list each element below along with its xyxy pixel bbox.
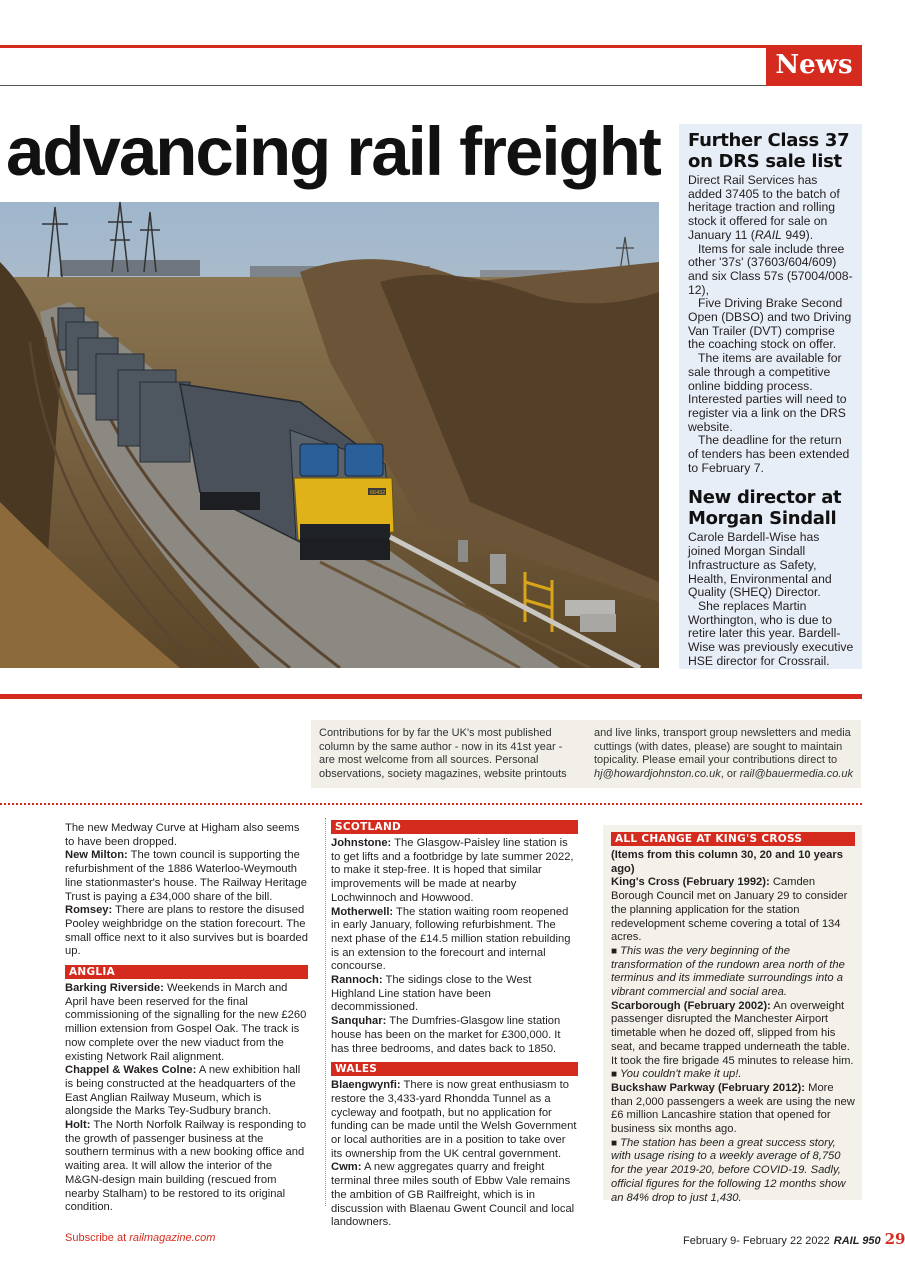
- cwm-label: Cwm:: [331, 1161, 362, 1174]
- class37-p5: The deadline for the return of tenders has been extended to February 7.: [688, 433, 850, 475]
- scarborough-note: [611, 1068, 855, 1082]
- kx-label: King's Cross (February 1992):: [611, 876, 770, 889]
- johnstone-label: Johnstone:: [331, 837, 392, 849]
- motherwell-item: [331, 906, 578, 975]
- scarborough-text: An overweight passenger disrupted the Manchester Airport timetable when he dozed off, slipped from his seat, and became trapped underneath the table. It took the fire brigade 45 minutes to release him.: [611, 999, 854, 1067]
- sanquhar-label: Sanquhar:: [331, 1015, 387, 1028]
- train-photo: [0, 202, 659, 668]
- contributions-box: [311, 720, 861, 788]
- class37-p1-end: 949).: [781, 227, 814, 242]
- barking-text: Weekends in March and April have been reserved for the final commissioning of the signalling for the new £260 million extension from Gospel Oak. The track is now complete over the new viaduct from the existing Network Rail alignment.: [65, 982, 307, 1063]
- blaengwynfi-item: [331, 1079, 578, 1161]
- rail-mag-ref: RAIL: [754, 227, 782, 242]
- square-bullet-icon: ■: [611, 945, 618, 957]
- section-tab: News: [766, 45, 862, 86]
- medway-item: The new Medway Curve at Higham also seems to have been dropped.: [65, 822, 300, 848]
- section-head-kings-cross: ALL CHANGE AT KING'S CROSS: [611, 832, 855, 846]
- email-link-1[interactable]: hj@howardjohnston.co.uk: [594, 768, 721, 781]
- barking-label: Barking Riverside:: [65, 982, 164, 995]
- chappel-text: A new exhibition hall is being constructed at the headquarters of the East Anglian Railway Museum, which is alongside the Marks Tey-Sudbury branch.: [65, 1064, 301, 1118]
- johnstone-text: The Glasgow-Paisley line station is to get lifts and a footbridge by late summer 2022, to make it step-free. It is hoped that similar improvements will be made at nearby Lochwinnoch and Howwood.: [331, 837, 574, 904]
- barking-item: [65, 982, 308, 1064]
- mid-rule: [0, 694, 862, 699]
- cwm-text: A new aggregates quarry and freight terminal three miles south of Ebbw Vale remains the ambition of GB Railfreight, which is in discussion with Blaenau Gwent Council and local landowners.: [331, 1161, 575, 1229]
- rannoch-text: The sidings close to the West Highland Line station have been decommissioned.: [331, 974, 532, 1014]
- square-bullet-icon: ■: [611, 1137, 618, 1149]
- story-title-morgan-sindall: New director at Morgan Sindall: [688, 487, 842, 530]
- issue-dates: February 9- February 22 2022: [683, 1235, 830, 1247]
- buckshaw-item: [611, 1082, 855, 1137]
- motherwell-text: The station waiting room reopened in early January, following refurbishment. The next phase of the £14.5 million station rebuilding is an extension to the forecourt and internal concourse.: [331, 905, 571, 973]
- buckshaw-note: [611, 1137, 855, 1206]
- chappel-label: Chappel & Wakes Colne:: [65, 1064, 197, 1077]
- kx-note-text: This was the very beginning of the transformation of the rundown area north of the terminus and its immediate surroundings into a vibrant commercial and social area.: [611, 944, 845, 999]
- rannoch-label: Rannoch:: [331, 974, 383, 987]
- page-number: 29: [884, 1230, 905, 1248]
- column-2: [331, 820, 578, 1230]
- buckshaw-label: Buckshaw Parkway (February 2012):: [611, 1081, 806, 1094]
- holt-label: Holt:: [65, 1119, 91, 1132]
- holt-item: [65, 1119, 308, 1215]
- holt-text: The North Norfolk Railway is responding to the growth of passenger business at the southern terminus with a new booking office and waiting area. It will allow the interior of the M&GN-design main building (rescued from nearby Stalham) to be restored to its original condition.: [65, 1119, 307, 1214]
- kx-note: [611, 945, 855, 1000]
- section-head-wales: WALES: [331, 1062, 578, 1076]
- romsey-text: There are plans to restore the disused Pooley weighbridge on the station forecourt. The small office next to it also survives but is boarded up.: [65, 904, 308, 958]
- header-bottom-rule: [0, 85, 862, 86]
- header-top-rule: [0, 45, 862, 48]
- cwm-item: [331, 1161, 578, 1230]
- headline: advancing rail freight: [6, 113, 660, 190]
- footer-subscribe: [65, 1232, 215, 1244]
- scarborough-label: Scarborough (February 2002):: [611, 999, 771, 1012]
- column-1: [65, 822, 308, 1215]
- kings-cross-subhead: (Items from this column 30, 20 and 10 years ago): [611, 849, 843, 875]
- new-milton-label: New Milton:: [65, 849, 128, 862]
- morgan-p2: She replaces Martin Worthington, who is due to retire later this year. Bardell-Wise was previously executive HSE director for Crossrail.: [688, 598, 854, 668]
- dotted-divider: [0, 803, 862, 805]
- story-title-class37: Further Class 37 on DRS sale list: [688, 130, 850, 172]
- motherwell-label: Motherwell:: [331, 905, 394, 918]
- story-body-class37: [688, 174, 854, 475]
- new-milton-item: [65, 849, 308, 904]
- footer-folio: [683, 1230, 905, 1248]
- contrib-col2: [594, 727, 856, 782]
- loco-number: 66432: [370, 490, 386, 496]
- contrib-or: , or: [720, 768, 740, 781]
- kx-item: [611, 876, 855, 945]
- contrib-text: and live links, transport group newsletters and media cuttings (with dates, please) are sought to maintain topicality. Please email your contributions direct to: [594, 727, 851, 767]
- rannoch-item: [331, 974, 578, 1015]
- subscribe-link[interactable]: railmagazine.com: [129, 1232, 216, 1244]
- sidebar-news-briefs: [679, 124, 862, 669]
- magazine-issue: RAIL 950: [833, 1235, 881, 1247]
- square-bullet-icon: ■: [611, 1069, 618, 1081]
- column-divider: [325, 818, 326, 1206]
- blaengwynfi-text: There is now great enthusiasm to restore the 3,433-yard Rhondda Tunnel as a cycleway and footpath, but no application for funding can be made until the Welsh Government or local authorities are in a position to take over its ownership from the UK central government.: [331, 1079, 577, 1160]
- class37-p3: Five Driving Brake Second Open (DBSO) and two Driving Van Trailer (DVT) comprise the coaching stock on offer.: [688, 296, 852, 352]
- section-head-scotland: SCOTLAND: [331, 820, 578, 834]
- romsey-label: Romsey:: [65, 904, 113, 917]
- kx-text: Camden Borough Council met on January 29 to consider the planning application for the station redevelopment scheme covering a total of 134 acres.: [611, 876, 848, 944]
- class37-p2: Items for sale include three other '37s' (37603/604/609) and six Class 57s (57004/008-12),: [688, 241, 853, 297]
- scarborough-note-text: You couldn't make it up!.: [619, 1068, 742, 1081]
- email-link-2[interactable]: rail@bauermedia.co.uk: [739, 768, 853, 781]
- contrib-col1: Contributions for by far the UK's most published column by the same author - now in its 41st year - are most welcome from all sources. Personal observations, society magazines, website printouts: [319, 727, 567, 781]
- romsey-item: [65, 904, 308, 959]
- kings-cross-box: [603, 825, 862, 1204]
- story-body-morgan-sindall: [688, 531, 854, 668]
- buckshaw-note-text: The station has been a great success story, with usage rising to a weekly average of 8,750 for the year 2019-20, before COVID-19. Sadly, official figures for the following 12 months show an 84% drop to just 1,430.: [611, 1136, 846, 1204]
- morgan-p1: Carole Bardell-Wise has joined Morgan Sindall Infrastructure as Safety, Health, Environmental and Quality (SHEQ) Director.: [688, 530, 832, 600]
- johnstone-item: [331, 837, 578, 906]
- buckshaw-text: More than 2,000 passengers a week are using the new £6 million Lancashire station that opened for business six months ago.: [611, 1081, 855, 1136]
- subscribe-text: Subscribe at: [65, 1232, 130, 1244]
- sanquhar-item: [331, 1015, 578, 1056]
- class37-p4: The items are available for sale through a competitive online bidding process. Interested parties will need to register via a link on the DRS website.: [688, 351, 847, 434]
- class37-p1: Direct Rail Services has added 37405 to the batch of heritage traction and rolling stock it offered for sale on January 11 (: [688, 173, 840, 242]
- sanquhar-text: The Dumfries-Glasgow line station house has been on the market for £300,000. It has three bedrooms, and dates back to 1850.: [331, 1015, 561, 1055]
- scarborough-item: [611, 1000, 855, 1069]
- chappel-item: [65, 1064, 308, 1119]
- blaengwynfi-label: Blaengwynfi:: [331, 1079, 401, 1092]
- section-head-anglia: ANGLIA: [65, 965, 308, 979]
- new-milton-text: The town council is supporting the refurbishment of the 1886 Waterloo-Weymouth line stationmaster's house. The Railway Heritage Trust is paying a £34,000 share of the bill.: [65, 849, 307, 903]
